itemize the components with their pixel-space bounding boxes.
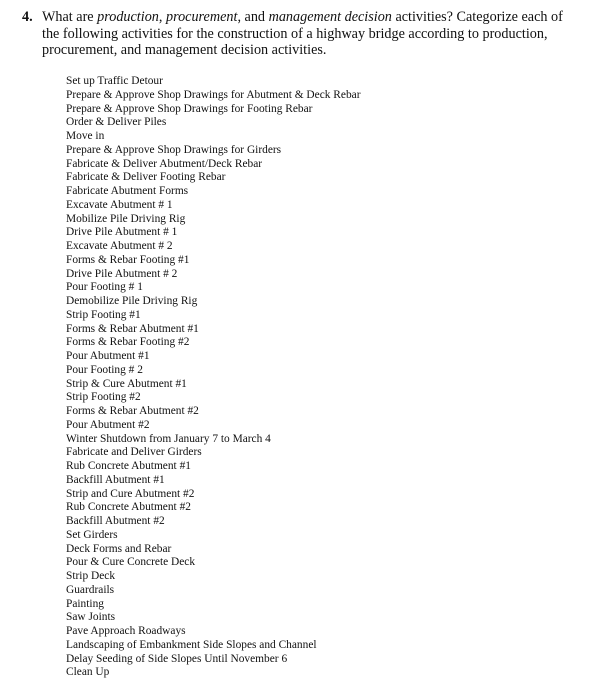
question-text-comma2: , and	[237, 9, 269, 25]
activity-item: Clean Up	[66, 666, 110, 679]
activity-item: Strip and Cure Abutment #2	[66, 487, 195, 500]
activity-item: Excavate Abutment # 1	[66, 198, 173, 211]
activity-item: Landscaping of Embankment Side Slopes and Channel	[66, 638, 317, 651]
activity-item: Backfill Abutment #2	[66, 515, 165, 527]
activity-item: Forms & Rebar Abutment #1	[66, 322, 199, 335]
activity-item: Prepare & Approve Shop Drawings for Girders	[66, 143, 282, 156]
term-production: production	[97, 9, 159, 25]
term-management-decision: management decision	[268, 9, 392, 25]
activity-item: Fabricate and Deliver Girders	[66, 446, 202, 459]
activity-item: Pour Footing # 1	[66, 281, 143, 294]
activity-item: Painting	[66, 597, 104, 610]
activity-item: Backfill Abutment #1	[66, 473, 165, 486]
activity-item: Forms & Rebar Abutment #2	[66, 405, 199, 417]
activity-item: Deck Forms and Rebar	[66, 542, 172, 555]
activity-item: Pour Footing # 2	[66, 363, 143, 376]
activity-item: Drive Pile Abutment # 2	[66, 267, 178, 280]
activity-item: Fabricate Abutment Forms	[66, 185, 189, 197]
activity-item: Set up Traffic Detour	[66, 75, 163, 87]
activity-item: Prepare & Approve Shop Drawings for Abutment & Deck Rebar	[66, 88, 361, 101]
activity-item: Pour Abutment #1	[66, 350, 150, 362]
question-text	[42, 9, 582, 59]
activity-item: Strip & Cure Abutment #1	[66, 377, 187, 390]
activity-item: Prepare & Approve Shop Drawings for Footing Rebar	[66, 102, 313, 115]
activity-item: Rub Concrete Abutment #1	[66, 460, 191, 472]
activity-item: Saw Joints	[66, 611, 116, 624]
activity-item: Set Girders	[66, 528, 118, 541]
question-block	[22, 9, 582, 59]
activity-item: Winter Shutdown from January 7 to March 4	[66, 432, 271, 445]
activity-item: Move in	[66, 130, 105, 142]
activity-item: Demobilize Pile Driving Rig	[66, 295, 198, 307]
activity-item: Drive Pile Abutment # 1	[66, 226, 178, 239]
activity-list	[66, 75, 361, 680]
activity-item: Forms & Rebar Footing #1	[66, 253, 190, 266]
activity-item: Pave Approach Roadways	[66, 625, 186, 637]
activity-item: Delay Seeding of Side Slopes Until November 6	[66, 652, 288, 665]
activity-item: Fabricate & Deliver Footing Rebar	[66, 171, 226, 184]
activity-item: Excavate Abutment # 2	[66, 240, 173, 252]
activity-item: Forms & Rebar Footing #2	[66, 336, 190, 349]
question-text-comma1: ,	[158, 9, 166, 25]
activity-item: Strip Footing #1	[66, 308, 141, 321]
activity-item: Strip Footing #2	[66, 391, 141, 404]
activity-item: Order & Deliver Piles	[66, 116, 167, 129]
question-number: 4.	[22, 9, 33, 25]
activity-item: Pour Abutment #2	[66, 418, 150, 431]
question-text-part2: activities? Categorize each of the following activities for the construction of a highway bridge according to production, procurement, and management decision activities.	[42, 9, 563, 59]
activity-item: Rub Concrete Abutment #2	[66, 501, 191, 514]
activity-item: Fabricate & Deliver Abutment/Deck Rebar	[66, 157, 263, 170]
question-text-part1: What are	[42, 9, 98, 25]
activity-item: Mobilize Pile Driving Rig	[66, 212, 186, 225]
activity-item: Pour & Cure Concrete Deck	[66, 556, 196, 569]
activity-item: Strip Deck	[66, 570, 116, 582]
term-procurement: procurement	[165, 9, 238, 25]
activity-item: Guardrails	[66, 583, 115, 596]
